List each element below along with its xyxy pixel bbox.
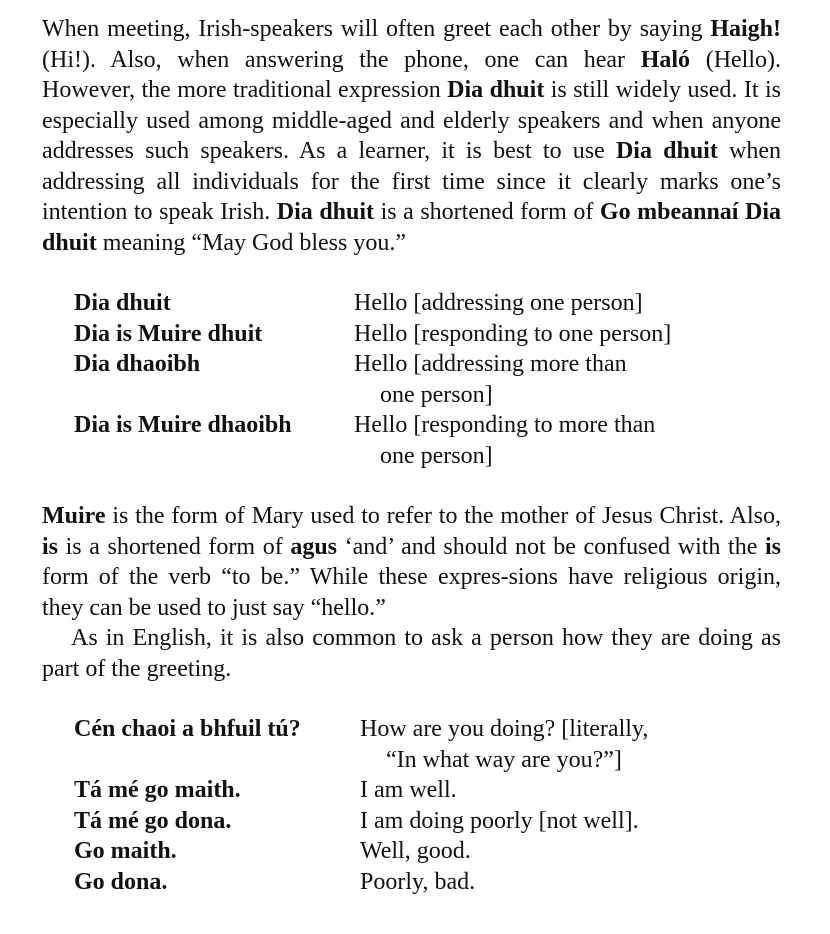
bold-term: Haló — [640, 46, 691, 73]
text-run: meaning “May God bless you.” — [96, 229, 406, 256]
irish-phrase: Dia is Muire dhuit — [74, 320, 263, 347]
table-row — [74, 867, 781, 898]
irish-phrase: Cén chaoi a bhfuil tú? — [74, 716, 301, 742]
irish-phrase: Dia dhuit — [74, 290, 171, 316]
how-are-you-table — [74, 714, 781, 897]
bold-term: Muire — [42, 503, 106, 529]
translation-line: I am well. — [360, 777, 457, 803]
bold-term: Haigh! — [710, 16, 781, 42]
translation-line: Poorly, bad. — [360, 868, 476, 895]
text-run: When meeting, Irish-speakers will often greet each other by saying — [42, 16, 711, 42]
english-translation — [360, 867, 781, 898]
text-run: when addressing all individuals for the first time since it clearly marks one’s intention to speak Irish. — [42, 138, 782, 225]
english-translation — [354, 288, 781, 319]
table-row — [74, 836, 781, 867]
translation-line: Hello [responding to one person] — [354, 320, 672, 347]
irish-phrase: Tá mé go dona. — [74, 807, 232, 834]
table-row — [74, 714, 781, 775]
english-translation — [360, 775, 781, 806]
translation-continuation: “In what way are you?”] — [386, 746, 622, 773]
text-run: is a shortened form of — [58, 533, 291, 560]
greetings-table — [74, 288, 781, 471]
spacer — [42, 684, 781, 714]
muire-paragraph — [42, 501, 781, 623]
table-row — [74, 806, 781, 837]
english-translation — [360, 806, 781, 837]
text-run: is a shortened form of — [374, 199, 600, 225]
translation-line: I am doing poorly [not well]. — [360, 807, 639, 834]
irish-phrase: Go dona. — [74, 868, 168, 895]
bold-term: Go mbeannaí Dia dhuit — [42, 199, 782, 256]
bold-term: is — [42, 533, 59, 560]
text-run: (Hi!). Also, when answering the phone, one can hear — [42, 46, 641, 73]
english-translation — [360, 836, 781, 867]
translation-line: Well, good. — [360, 838, 471, 864]
translation-line: How are you doing? [literally, — [360, 716, 649, 742]
bold-term: agus — [290, 533, 337, 560]
bold-term: Dia dhuit — [615, 138, 718, 164]
document-page — [42, 14, 781, 897]
bold-term: is — [764, 533, 781, 560]
bold-term: Dia dhuit — [447, 77, 545, 103]
bold-term: Dia dhuit — [276, 199, 375, 225]
intro-paragraph — [42, 14, 781, 258]
table-row — [74, 319, 781, 350]
table-row — [74, 775, 781, 806]
table-row — [74, 288, 781, 319]
english-translation — [354, 349, 781, 410]
english-translation — [354, 410, 781, 471]
irish-phrase: Dia is Muire dhaoibh — [74, 412, 292, 438]
english-paragraph: As in English, it is also common to ask a person how they are doing as part of the greeting. — [42, 625, 781, 682]
text-run: ‘and’ and should not be confused with the — [337, 533, 765, 560]
translation-line: Hello [responding to more than — [354, 412, 656, 438]
spacer — [42, 471, 781, 501]
irish-phrase: Tá mé go maith. — [74, 777, 241, 803]
english-translation — [360, 714, 781, 775]
text-run: is the form of Mary used to refer to the mother of Jesus Christ. Also, — [105, 503, 781, 529]
table-row — [74, 349, 781, 410]
text-run: (Hello). However, the more traditional expression — [42, 46, 782, 103]
text-run: is still widely used. It is especially used among middle-aged and elderly speakers and when anyone addresses such speakers. As a learner, it is best to use — [42, 77, 782, 164]
translation-continuation: one person] — [380, 442, 493, 469]
table-row — [74, 410, 781, 471]
translation-continuation: one person] — [380, 381, 493, 408]
irish-phrase: Go maith. — [74, 838, 177, 864]
spacer — [42, 258, 781, 288]
text-run: form of the verb “to be.” While these expres-sions have religious origin, they can be used to just say “hello.” — [42, 564, 781, 621]
english-translation — [354, 319, 781, 350]
translation-line: Hello [addressing one person] — [354, 290, 643, 316]
translation-line: Hello [addressing more than — [354, 351, 627, 377]
irish-phrase: Dia dhaoibh — [74, 351, 201, 377]
